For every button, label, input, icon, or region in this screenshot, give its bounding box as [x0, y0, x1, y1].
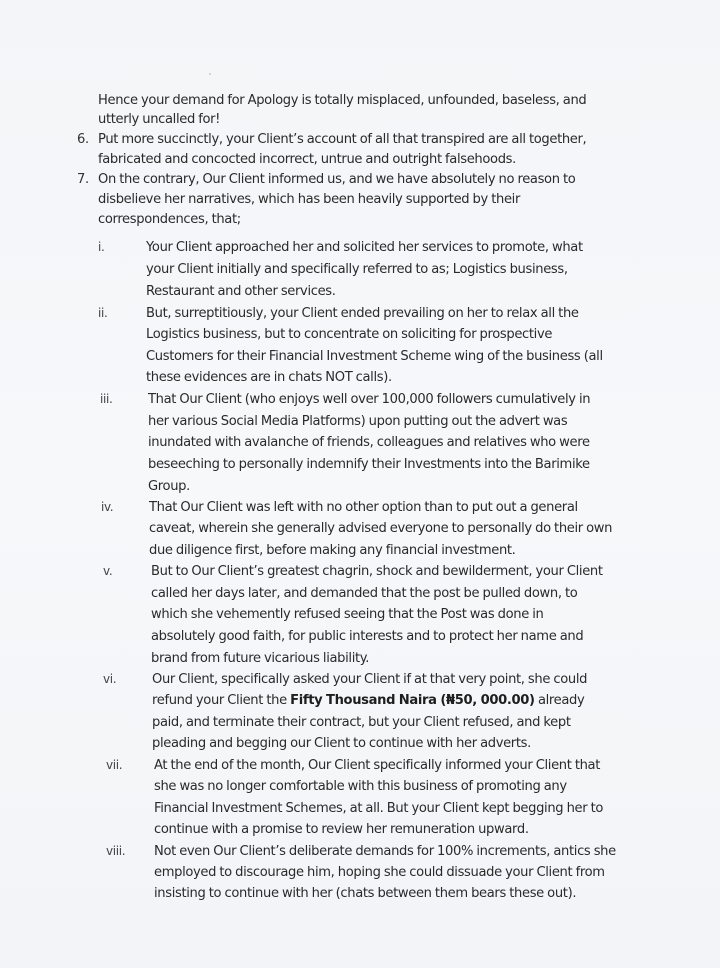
- text-line: inundated with avalanche of friends, colleagues and relatives who were: [148, 435, 590, 450]
- text-line: Hence your demand for Apology is totally misplaced, unfounded, baseless, and: [98, 93, 587, 108]
- scan-speck: [209, 73, 211, 75]
- text-line: correspondences, that;: [98, 212, 241, 227]
- text-line: insisting to continue with her (chats between them bears these out).: [154, 886, 577, 901]
- text-line: her various Social Media Platforms) upon putting out the advert was: [148, 414, 568, 429]
- text-line: continue with a promise to review her remuneration upward.: [154, 822, 529, 837]
- text-line: paid, and terminate their contract, but your Client refused, and kept: [152, 715, 571, 730]
- refund-amount-bold: Fifty Thousand Naira (₦50, 000.00): [290, 693, 535, 708]
- text-line: your Client initially and specifically referred to as; Logistics business,: [146, 262, 568, 277]
- text-line: But to Our Client’s greatest chagrin, shock and bewilderment, your Client: [151, 564, 603, 579]
- text-line: [152, 691, 584, 710]
- roman-numeral: iv.: [101, 500, 114, 514]
- text-line: beseeching to personally indemnify their Investments into the Barimike: [148, 457, 590, 472]
- text-line: caveat, wherein she generally advised everyone to personally do their own: [149, 521, 613, 536]
- text-line: Financial Investment Schemes, at all. But your Client kept begging her to: [154, 801, 604, 816]
- text-line: Logistics business, but to concentrate on soliciting for prospective: [146, 327, 553, 342]
- text-line: But, surreptitiously, your Client ended prevailing on her to relax all the: [146, 306, 579, 321]
- text-line: these evidences are in chats NOT calls).: [146, 370, 392, 385]
- text-line: brand from future vicarious liability.: [151, 651, 370, 666]
- text-line: That Our Client (who enjoys well over 100,000 followers cumulatively in: [148, 392, 591, 407]
- text-line: At the end of the month, Our Client specifically informed your Client that: [154, 758, 601, 773]
- paragraph-number: 6.: [77, 132, 89, 147]
- text-line: which she vehemently refused seeing that the Post was done in: [151, 607, 544, 622]
- text-line: On the contrary, Our Client informed us, and we have absolutely no reason to: [98, 172, 576, 187]
- text-line: Not even Our Client’s deliberate demands for 100% increments, antics she: [154, 844, 616, 859]
- roman-numeral: viii.: [106, 844, 126, 858]
- text-line: Restaurant and other services.: [146, 284, 336, 299]
- text-fragment: already: [534, 693, 585, 708]
- roman-numeral: iii.: [100, 392, 113, 406]
- text-line: Customers for their Financial Investment Scheme wing of the business (all: [146, 349, 603, 364]
- paragraph-number: 7.: [77, 172, 89, 187]
- text-line: she was no longer comfortable with this business of promoting any: [154, 779, 567, 794]
- text-line: disbelieve her narratives, which has been heavily supported by their: [98, 192, 520, 207]
- text-line: called her days later, and demanded that the post be pulled down, to: [151, 586, 578, 601]
- text-line: due diligence first, before making any financial investment.: [149, 543, 516, 558]
- text-line: Put more succinctly, your Client’s account of all that transpired are all together,: [98, 132, 587, 147]
- text-line: fabricated and concocted incorrect, untrue and outright falsehoods.: [98, 152, 516, 167]
- text-line: Your Client approached her and solicited her services to promote, what: [146, 240, 583, 255]
- text-line: utterly uncalled for!: [98, 112, 221, 127]
- text-line: That Our Client was left with no other option than to put out a general: [149, 500, 578, 515]
- roman-numeral: vi.: [103, 672, 117, 686]
- text-line: pleading and begging our Client to continue with her adverts.: [152, 736, 531, 751]
- text-line: Our Client, specifically asked your Client if at that very point, she could: [152, 672, 588, 687]
- text-line: employed to discourage him, hoping she could dissuade your Client from: [154, 865, 605, 880]
- roman-numeral: vii.: [106, 758, 123, 772]
- text-line: absolutely good faith, for public interests and to protect her name and: [151, 629, 584, 644]
- roman-numeral: i.: [98, 240, 105, 254]
- text-fragment: refund your Client the: [152, 693, 291, 708]
- text-line: Group.: [148, 479, 190, 494]
- roman-numeral: v.: [103, 564, 113, 578]
- roman-numeral: ii.: [98, 306, 108, 320]
